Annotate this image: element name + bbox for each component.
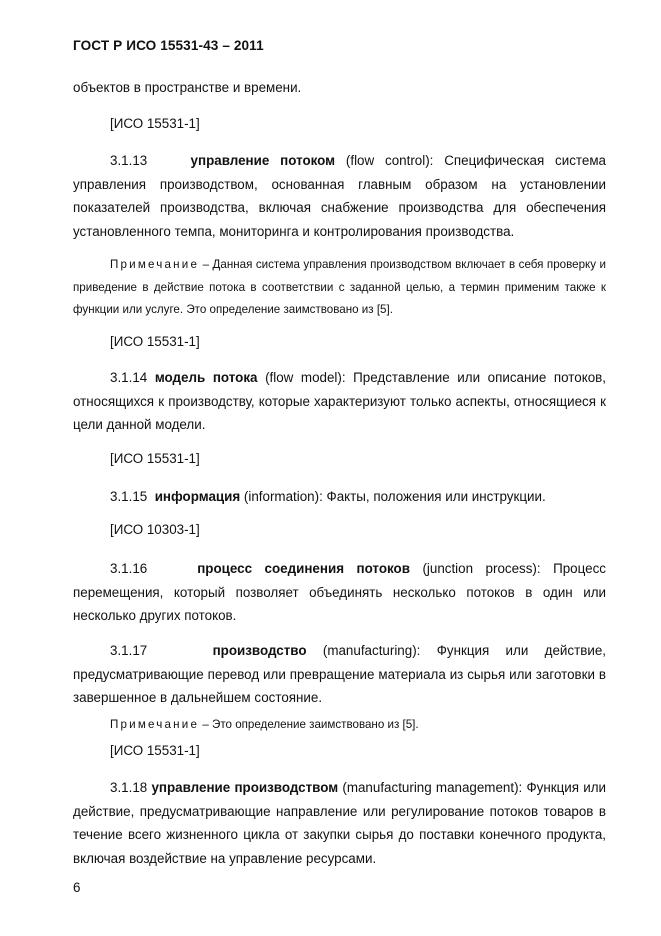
definition-body: (flow model): Представление или описание потоков, относящихся к производству, которые характеризуют только аспекты, относящиеся к цели данной модели. [73,370,606,432]
definition-number: 3.1.17 [110,643,148,658]
note-2 [73,714,606,737]
definition-number: 3.1.18 [110,780,148,795]
reference-4: [ИСО 10303-1] [110,522,200,537]
page-number: 6 [73,880,81,895]
note-1 [73,254,606,322]
definition-body: (junction process): Процесс перемещения, который позволяет объединять несколько потоков в один или несколько других потоков. [73,561,606,623]
note-label: Примечание [110,258,200,271]
definition-3-1-15 [73,485,606,509]
definition-term: модель потока [154,370,258,385]
note-label: Примечание [110,718,200,731]
definition-3-1-13 [73,149,606,243]
intro-text: объектов в пространстве и времени. [73,80,302,95]
reference-2: [ИСО 15531-1] [110,334,200,349]
definition-number: 3.1.16 [110,561,148,576]
definition-body: (manufacturing management): Функция или действие, предусматривающие направление или регулирование потоков товаров в течение всего жизненного цикла от закупки сырья до поставки конечного продукта, включая воздействие на управление ресурсами. [73,780,606,866]
reference-3: [ИСО 15531-1] [110,451,200,466]
document-header: ГОСТ Р ИСО 15531-43 – 2011 [73,38,264,53]
note-text: – Это определение заимствовано из [5]. [202,718,419,731]
definition-term: информация [154,489,241,504]
definition-body: (flow control): Специфическая система управления производством, основанная главным образом на установлении показателей производства, включая снабжение производства для обеспечения установленного темпа, мониторинга и контролирования производства. [73,153,606,239]
definition-3-1-17 [73,639,606,710]
definition-term: управление производством [151,780,339,795]
definition-term: производство [212,643,307,658]
definition-term: управление потоком [190,153,336,168]
note-text: – Данная система управления производством включает в себя проверку и приведение в действие потока в соответствии с заданной целью, а термин применим также к функции или услуге. Это определение заимствовано из [5]. [73,258,606,316]
reference-5: [ИСО 15531-1] [110,743,200,758]
definition-number: 3.1.15 [110,489,148,504]
definition-3-1-18 [73,776,606,870]
definition-body: (manufacturing): Функция или действие, предусматривающие перевод или превращение материала из сырья или заготовки в завершенное в дальнейшем состояние. [73,643,606,705]
definition-number: 3.1.14 [110,370,148,385]
definition-term: процесс соединения потоков [197,561,410,576]
reference-1: [ИСО 15531-1] [110,116,200,131]
definition-3-1-16 [73,557,606,628]
definition-number: 3.1.13 [110,153,148,168]
definition-body: (information): Факты, положения или инструкции. [243,489,546,504]
definition-3-1-14 [73,366,606,437]
